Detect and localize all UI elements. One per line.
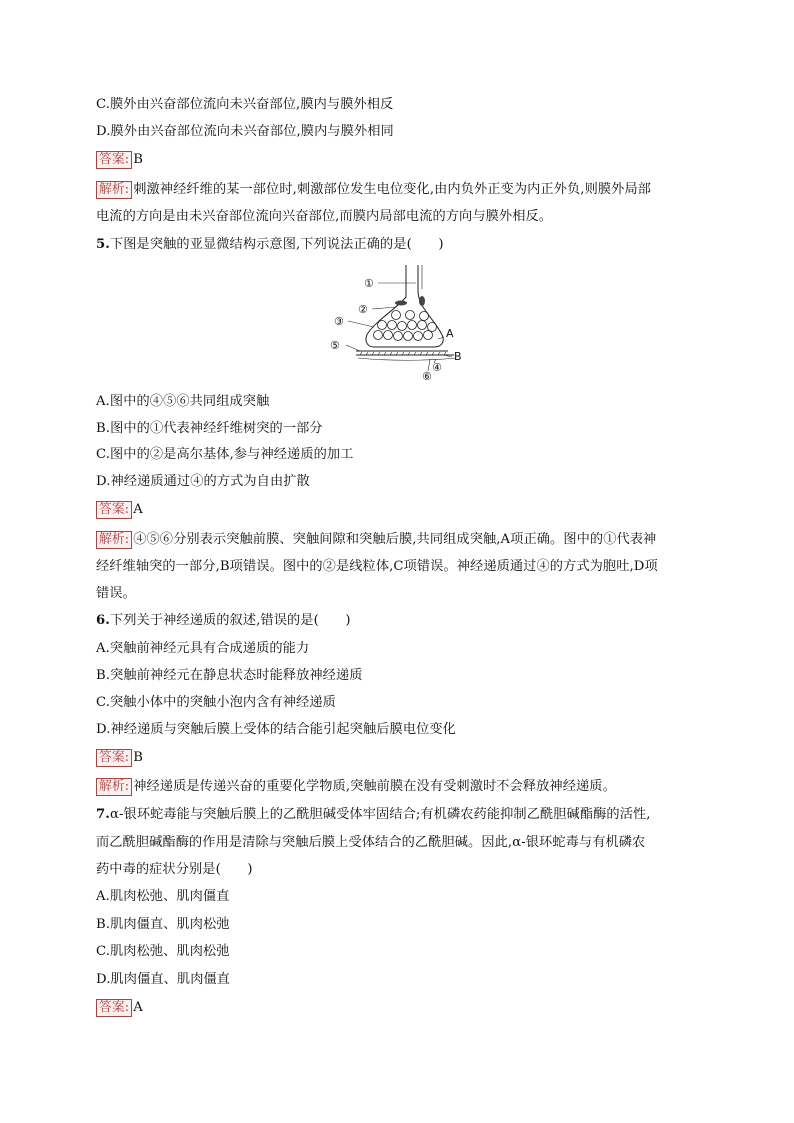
explain-text: 刺激神经纤维的某一部位时,刺激部位发生电位变化,由内负外正变为内正外负,则膜外局部: [133, 182, 652, 197]
label-4: ④: [432, 361, 442, 374]
question-6: [96, 612, 696, 630]
answer-value: A: [133, 502, 143, 517]
label-B: B: [454, 350, 462, 363]
answer-tag: 答案:: [96, 749, 132, 767]
explain-text-cont: 错误。: [96, 586, 136, 601]
explain-line-q6: [96, 778, 696, 796]
label-6: ⑥: [422, 370, 432, 381]
option-d-q7: D.肌肉僵直、肌肉僵直: [96, 972, 231, 987]
answer-tag: 答案:: [96, 501, 132, 519]
option-d-q5: D.神经递质通过④的方式为自由扩散: [96, 474, 310, 489]
label-3: ③: [334, 315, 344, 328]
option-d-q6: D.神经递质与突触后膜上受体的结合能引起突触后膜电位变化: [96, 722, 456, 737]
axon-terminal-outline: [366, 265, 443, 347]
explain-text: 神经递质是传递兴奋的重要化学物质,突触前膜在没有受刺激时不会释放神经递质。: [133, 779, 616, 794]
explain-tag: 解析:: [96, 778, 132, 796]
question-stem: α-银环蛇毒能与突触后膜上的乙酰胆碱受体牢固结合;有机磷农药能抑制乙酰胆碱酯酶的活性,: [109, 807, 651, 822]
explain-text: ④⑤⑥分别表示突触前膜、突触间隙和突触后膜,共同组成突触,A项正确。图中的①代表神: [133, 532, 657, 547]
mitochondrion: [419, 296, 425, 306]
explain-tag: 解析:: [96, 531, 132, 549]
answer-line-q6: [96, 749, 696, 767]
label-2: ②: [358, 303, 368, 316]
option-a-q7: A.肌肉松弛、肌肉僵直: [96, 889, 230, 904]
question-stem-cont: 而乙酰胆碱酯酶的作用是清除与突触后膜上受体结合的乙酰胆碱。因此,α-银环蛇毒与有机磷农: [96, 835, 646, 850]
answer-value: A: [133, 1000, 143, 1015]
synapse-diagram: [326, 263, 476, 381]
question-stem-cont: 药中毒的症状分别是( ): [96, 862, 253, 877]
option-a-q6: A.突触前神经元具有合成递质的能力: [96, 641, 310, 656]
option-b-q7: B.肌肉僵直、肌肉松弛: [96, 917, 230, 932]
option-d-q4: D.膜外由兴奋部位流向未兴奋部位,膜内与膜外相同: [96, 124, 394, 139]
answer-tag: 答案:: [96, 999, 132, 1017]
question-number: 6.: [96, 613, 110, 628]
answer-line-q7: [96, 999, 696, 1017]
question-stem: 下图是突触的亚显微结构示意图,下列说法正确的是( ): [109, 237, 444, 252]
explain-text-cont: 电流的方向是由未兴奋部位流向兴奋部位,而膜内局部电流的方向与膜外相反。: [96, 209, 553, 224]
question-number: 7.: [96, 807, 110, 822]
option-c-q7: C.肌肉松弛、肌肉松弛: [96, 944, 230, 959]
question-5: [96, 236, 696, 254]
option-b-q5: B.图中的①代表神经纤维树突的一部分: [96, 421, 323, 436]
synaptic-vesicles: [374, 311, 437, 341]
option-c-q6: C.突触小体中的突触小泡内含有神经递质: [96, 695, 336, 710]
explain-tag: 解析:: [96, 181, 132, 199]
explain-text-cont: 经纤维轴突的一部分,B项错误。图中的②是线粒体,C项错误。神经递质通过④的方式为胞吐,D项: [96, 559, 658, 574]
answer-line-q4: [96, 151, 696, 169]
answer-value: B: [133, 152, 144, 167]
label-A: A: [446, 327, 454, 340]
answer-tag: 答案:: [96, 151, 132, 169]
label-1: ①: [364, 277, 374, 290]
option-c-q5: C.图中的②是高尔基体,参与神经递质的加工: [96, 447, 354, 462]
question-7: [96, 806, 696, 824]
answer-line-q5: [96, 501, 696, 519]
explain-line-q5: [96, 531, 696, 549]
mitochondrion: [395, 301, 407, 306]
option-c-q4: C.膜外由兴奋部位流向未兴奋部位,膜内与膜外相反: [96, 97, 394, 112]
option-a-q5: A.图中的④⑤⑥共同组成突触: [96, 394, 270, 409]
label-5: ⑤: [330, 339, 340, 352]
question-stem: 下列关于神经递质的叙述,错误的是( ): [109, 613, 351, 628]
question-number: 5.: [96, 237, 110, 252]
explain-line-q4: [96, 181, 696, 199]
option-b-q6: B.突触前神经元在静息状态时能释放神经递质: [96, 668, 363, 683]
answer-value: B: [133, 750, 144, 765]
